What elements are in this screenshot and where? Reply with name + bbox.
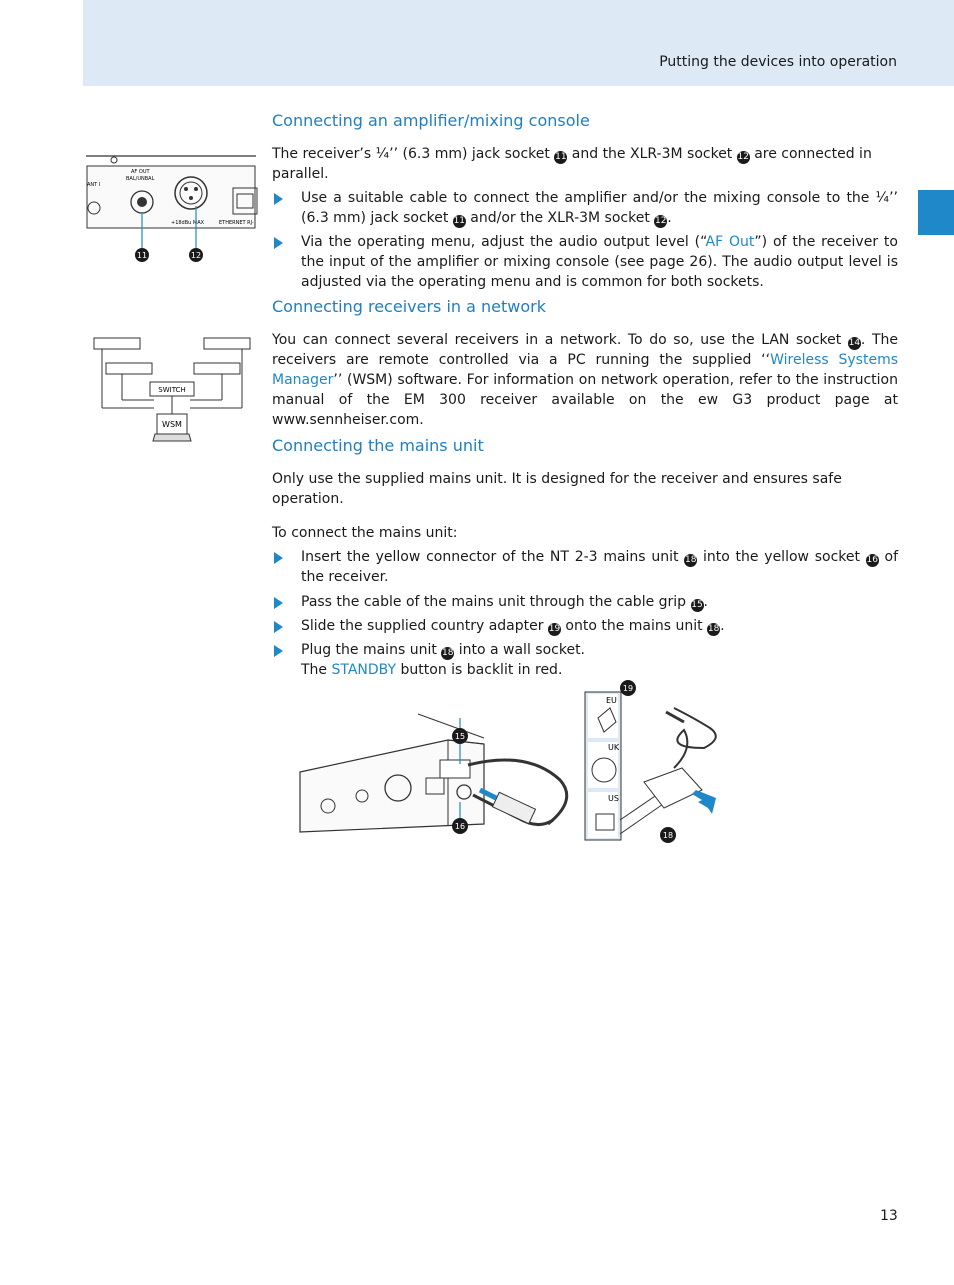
callout-number: 15 [454, 732, 466, 741]
running-header: Putting the devices into operation [659, 54, 897, 70]
section-heading: Connecting an amplifier/mixing console [272, 111, 590, 130]
text: You can connect several receivers in a network. To do so, use the LAN socket [272, 332, 848, 348]
text: . The receivers are remote controlled via a PC running the supplied ‘‘ [272, 332, 898, 368]
section-heading: Connecting receivers in a network [272, 297, 546, 316]
text: are connected in parallel. [272, 146, 872, 182]
mains-unit [644, 768, 702, 808]
list-item [272, 547, 898, 587]
list-item [272, 592, 898, 612]
text: into a wall socket. [454, 642, 586, 658]
list-item [272, 616, 898, 636]
page-number: 13 [880, 1208, 898, 1224]
callout-badge: 18 [707, 624, 720, 634]
callout-badge: 12 [737, 152, 749, 162]
af-out-label: AF OUT [131, 169, 150, 175]
software-reference: Wireless Systems Manager [272, 352, 898, 388]
adapter-eu-label: EU [606, 696, 617, 705]
callout-number: 12 [190, 251, 202, 260]
pc-label: WSM [162, 420, 182, 429]
mains-unit-figure [584, 678, 734, 844]
text: The receiver’s ¼’’ (6.3 mm) jack socket [272, 146, 555, 162]
paragraph [272, 144, 898, 184]
receiver-panel-figure [86, 146, 262, 266]
text: Use a suitable cable to connect the amplifier and/or the mixing console to the ¼’’ (6.3 mm) jack socket [301, 190, 898, 226]
callout-badge: 19 [548, 624, 561, 634]
bullet-arrow-icon [274, 597, 283, 609]
text: of the receiver. [301, 549, 898, 585]
callout-badge: 11 [453, 216, 466, 226]
chapter-tab [918, 190, 954, 235]
paragraph [272, 330, 898, 430]
header-band [83, 0, 954, 86]
bullet-arrow-icon [274, 552, 283, 564]
bullet-arrow-icon [274, 645, 283, 657]
step-list [272, 188, 898, 292]
text: Slide the supplied country adapter [301, 618, 548, 634]
list-item [272, 232, 898, 292]
text: The [301, 662, 332, 678]
text: . [703, 594, 708, 610]
text: ”) of the receiver to the input of the amplifier or mixing console (see page 26). The audio output level is adjusted via the operating menu and is common for both sockets. [301, 234, 898, 290]
text: onto the mains unit [560, 618, 708, 634]
callout-badge: 18 [442, 648, 454, 658]
receiver-unit [94, 338, 140, 349]
uk-adapter [592, 758, 616, 782]
bullet-arrow-icon [274, 621, 283, 633]
adapter-us-label: US [608, 794, 619, 803]
paragraph: Only use the supplied mains unit. It is designed for the receiver and ensures safe operation. [272, 471, 842, 507]
callout-badge: 11 [555, 152, 567, 162]
text: and/or the XLR-3M socket [465, 210, 655, 226]
text: into the yellow socket [697, 549, 866, 565]
receiver-unit [194, 363, 240, 374]
text: Plug the mains unit [301, 642, 442, 658]
text: Via the operating menu, adjust the audio output level (“ [301, 234, 706, 250]
switch-label: SWITCH [158, 386, 186, 394]
us-adapter [596, 814, 614, 830]
bal-label: BAL/UNBAL [126, 176, 155, 182]
receiver-unit [106, 363, 152, 374]
callout-number: 16 [454, 822, 466, 831]
text: Insert the yellow connector of the NT 2-3 mains unit [301, 549, 685, 565]
callout-number: 19 [622, 684, 634, 693]
section-amplifier [272, 111, 898, 292]
network-diagram-figure [92, 334, 254, 446]
adapter-uk-label: UK [608, 743, 620, 752]
list-item [272, 188, 898, 228]
menu-reference: AF Out [705, 234, 755, 250]
section-network [272, 297, 898, 430]
callout-badge: 14 [848, 338, 861, 348]
callout-badge: 15 [691, 600, 703, 610]
paragraph: To connect the mains unit: [272, 525, 458, 541]
text: button is backlit in red. [396, 662, 563, 678]
step-list [272, 547, 898, 680]
bullet-arrow-icon [274, 193, 283, 205]
list-item [272, 640, 898, 680]
callout-number: 18 [662, 831, 674, 840]
text: . [720, 618, 725, 634]
text: Pass the cable of the mains unit through the cable grip [301, 594, 691, 610]
callout-number: 11 [136, 251, 148, 260]
pc-keyboard [153, 434, 191, 441]
text: ’’ (WSM) software. For information on network operation, refer to the instruction manual of the EM 300 receiver available on the ew G3 product page at www.sennheiser.com. [272, 372, 898, 428]
ethernet-label: ETHERNET RJ- [219, 220, 254, 226]
callout-badge: 12 [655, 216, 667, 226]
button-reference: STANDBY [331, 662, 397, 678]
text: and the XLR-3M socket [567, 146, 737, 162]
callout-badge: 18 [685, 555, 697, 565]
section-mains [272, 436, 898, 680]
mains-connection-figure [298, 700, 582, 840]
section-heading: Connecting the mains unit [272, 436, 484, 455]
receiver-unit [204, 338, 250, 349]
max-level-label: +18dBu MAX [171, 220, 205, 226]
text: . [667, 210, 672, 226]
ant-label: ANT I [87, 182, 101, 188]
callout-badge: 16 [866, 555, 878, 565]
bullet-arrow-icon [274, 237, 283, 249]
